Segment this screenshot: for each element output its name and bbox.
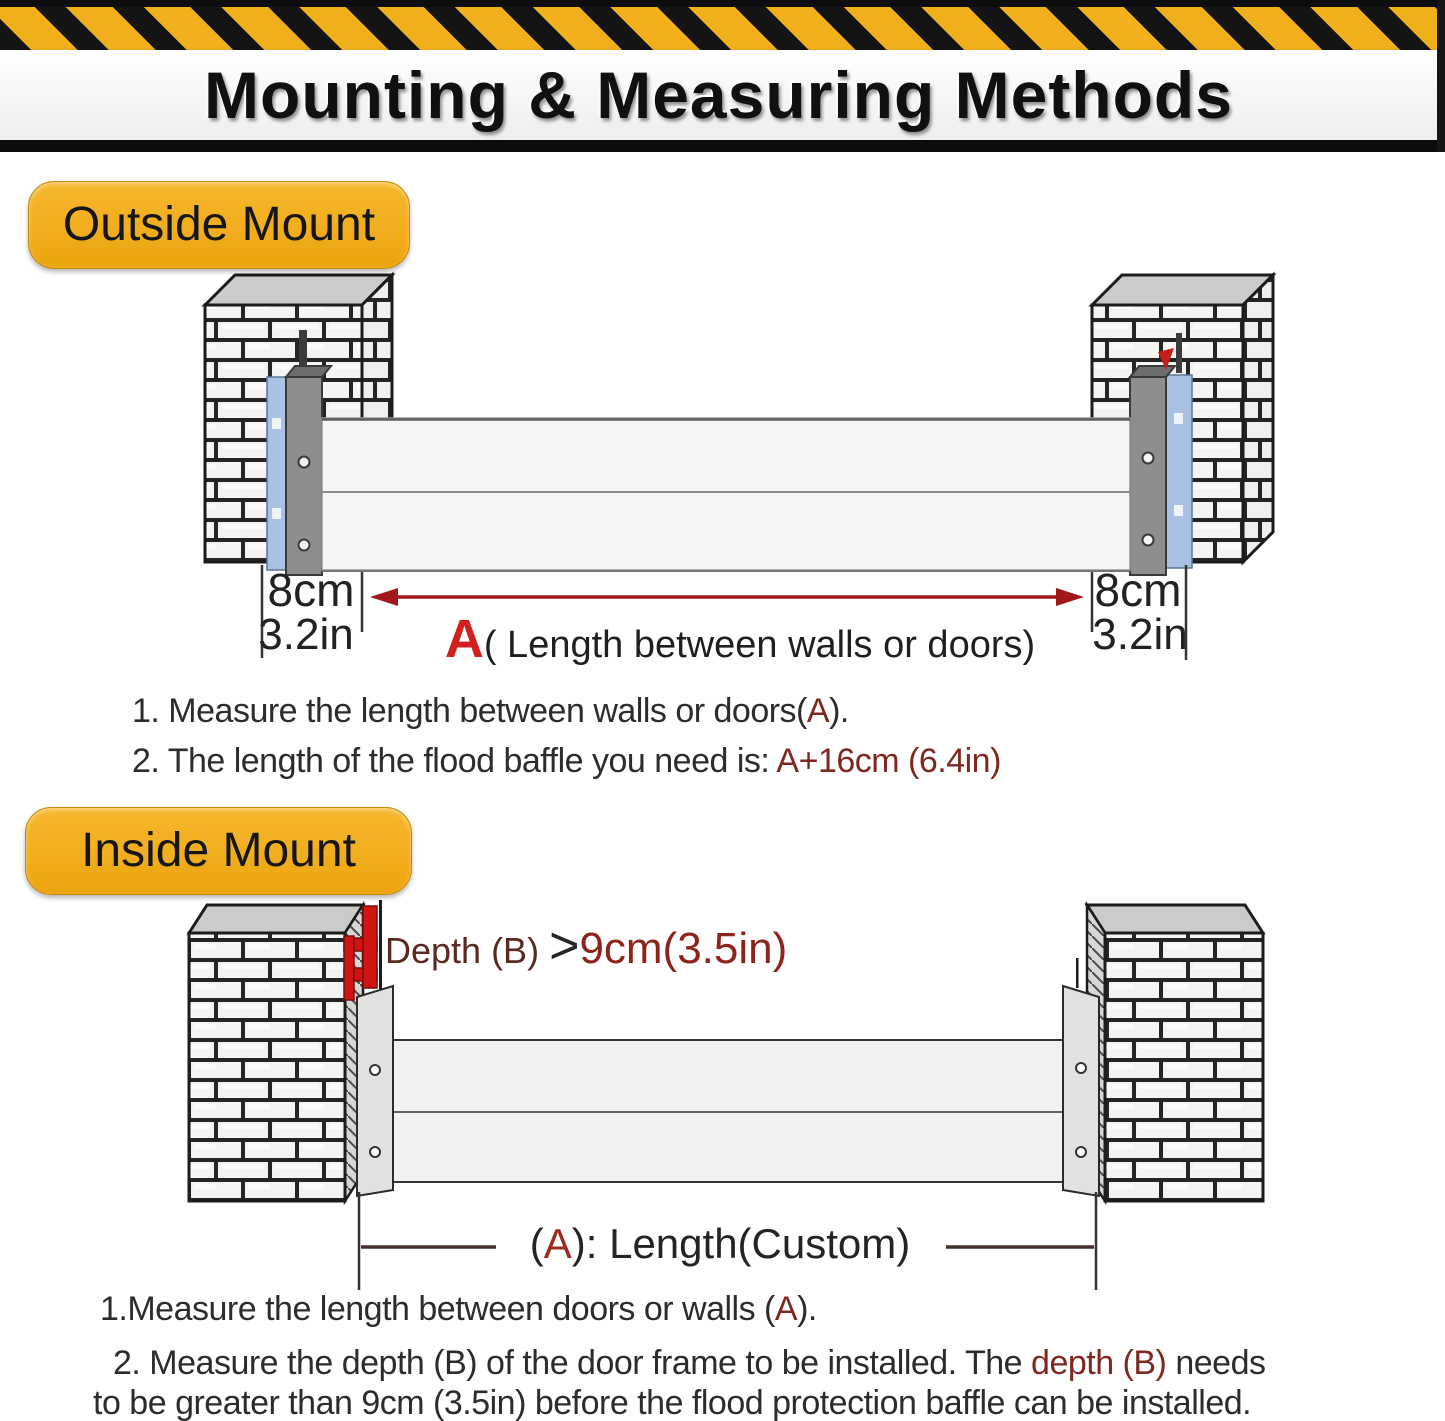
depth-requirement-label: Depth (B) >9cm(3.5in) xyxy=(385,917,788,975)
screw-hole-icon xyxy=(370,1147,380,1157)
outside-mount-badge: Outside Mount xyxy=(28,181,410,269)
screw-hole-icon xyxy=(1076,1063,1086,1073)
right-offset-cm-label: 8cm xyxy=(1094,564,1182,616)
inside-mount-badge: Inside Mount xyxy=(25,807,412,895)
right-edge-strip xyxy=(1437,0,1445,152)
right-mounting-bracket xyxy=(1063,986,1099,1196)
left-blue-seal-rail xyxy=(267,377,286,570)
inner-corner-line xyxy=(1076,958,1079,988)
left-offset-in-label: 3.2in xyxy=(258,610,354,659)
inside-step-2-line-1: 2. Measure the depth (B) of the door frame to be installed. The depth (B) needs xyxy=(113,1344,1266,1382)
screw-hole-icon xyxy=(1076,1147,1086,1157)
letter-a: A xyxy=(444,609,484,669)
length-custom-label: (A): Length(Custom) xyxy=(529,1220,911,1267)
screw-hole-icon xyxy=(1143,453,1154,464)
inner-corner-line xyxy=(379,900,382,990)
caution-tape-top-bar xyxy=(0,0,1445,7)
left-mounting-bracket xyxy=(357,986,393,1196)
left-wall-pillar xyxy=(189,905,363,1201)
right-blue-seal-rail xyxy=(1166,375,1192,568)
title-underline-bar xyxy=(0,140,1445,152)
inside-step-2-line-2: to be greater than 9cm (3.5in) before the flood protection baffle can be installed. xyxy=(93,1384,1252,1421)
flood-barrier-panels xyxy=(393,1040,1063,1182)
length-a-label: A( Length between walls or doors) xyxy=(444,609,1036,669)
outside-step-1: 1. Measure the length between walls or doors(A). xyxy=(132,692,849,730)
right-wall-pillar xyxy=(1087,905,1263,1201)
left-offset-cm-label: 8cm xyxy=(267,564,355,616)
wall-slot-mark xyxy=(1176,333,1182,373)
page-title: Mounting & Measuring Methods xyxy=(204,58,1233,132)
screw-hole-icon xyxy=(299,457,310,468)
caution-tape-stripe xyxy=(0,0,1445,50)
screw-hole-icon xyxy=(1143,535,1154,546)
screw-hole-icon xyxy=(370,1065,380,1075)
inside-step-1: 1.Measure the length between doors or walls (A). xyxy=(100,1290,817,1328)
flood-barrier-panels xyxy=(322,418,1130,571)
measurement-arrow xyxy=(370,588,1084,606)
right-offset-in-label: 3.2in xyxy=(1092,610,1188,659)
screw-hole-icon xyxy=(299,540,310,551)
outside-step-2: 2. The length of the flood baffle you need is: A+16cm (6.4in) xyxy=(132,742,1001,780)
